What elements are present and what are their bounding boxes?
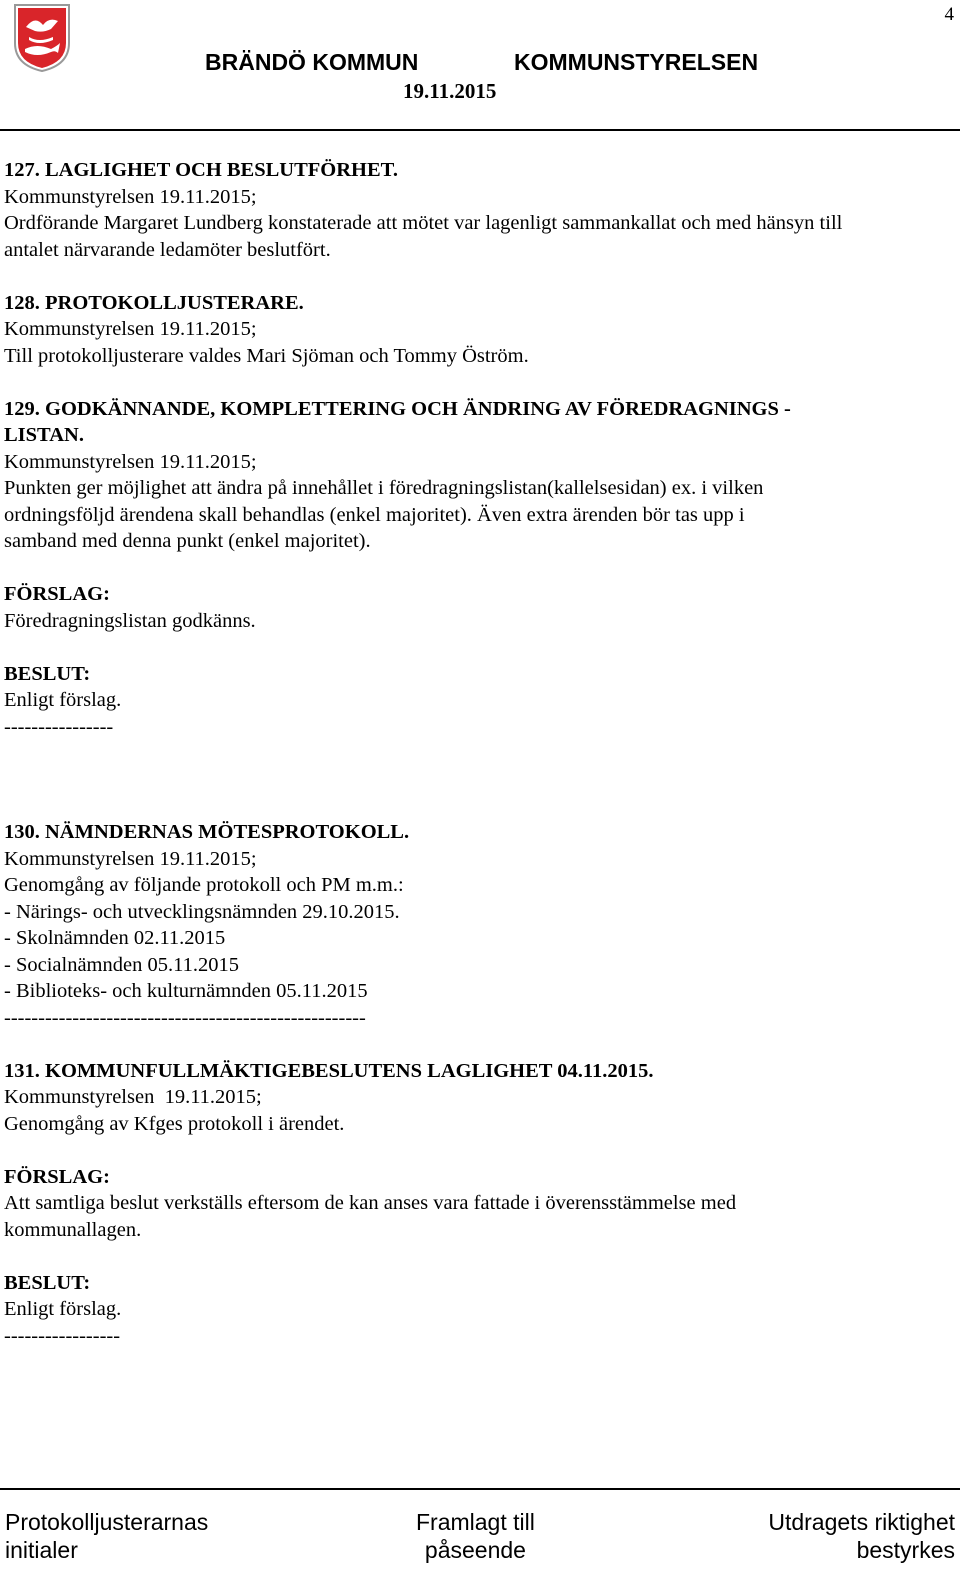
- footer-label: Utdragets riktighet: [768, 1509, 955, 1535]
- proposal-text: Föredragningslistan godkänns.: [4, 609, 256, 632]
- minutes-body: [4, 157, 956, 1349]
- list-item: - Socialnämnden 05.11.2015: [4, 953, 239, 976]
- body-line: Ordförande Margaret Lundberg konstaterade att mötet var lagenligt sammankallat och med hänsyn till: [4, 212, 843, 234]
- section-title: 128. PROTOKOLLJUSTERARE.: [4, 291, 304, 314]
- section-131: [4, 1058, 956, 1350]
- section-title: 131. KOMMUNFULLMÄKTIGEBESLUTENS LAGLIGHET 04.11.2015.: [4, 1059, 654, 1082]
- section-title: 127. LAGLIGHET OCH BESLUTFÖRHET.: [4, 159, 398, 181]
- footer-label: påseende: [424, 1537, 526, 1563]
- page-number: 4: [944, 4, 954, 25]
- list-item: - Skolnämnden 02.11.2015: [4, 927, 226, 949]
- section-129: [4, 396, 956, 741]
- section-128: [4, 290, 956, 370]
- separator: -----------------: [4, 1324, 121, 1347]
- footer-label: bestyrkes: [856, 1537, 955, 1563]
- footer-certified: [768, 1508, 955, 1564]
- proposal-text: Att samtliga beslut verkställs eftersom de kan anses vara fattade i överensstämmelse med: [4, 1192, 737, 1214]
- spacer: [4, 740, 956, 819]
- decision-label: BESLUT:: [4, 662, 91, 685]
- body-line: Punkten ger möjlighet att ändra på innehållet i föredragningslistan(kallelsesidan) ex. i vilken: [4, 477, 764, 499]
- body-line: Genomgång av Kfges protokoll i ärendet.: [4, 1112, 345, 1135]
- list-item: - Närings- och utvecklingsnämnden 29.10.2015.: [4, 900, 400, 923]
- proposal-label: FÖRSLAG:: [4, 1165, 110, 1188]
- board-name: KOMMUNSTYRELSEN: [514, 49, 759, 75]
- header-divider: [0, 129, 960, 131]
- body-line: Genomgång av följande protokoll och PM m.m.:: [4, 874, 404, 896]
- meeting-reference: Kommunstyrelsen 19.11.2015;: [4, 1086, 262, 1108]
- footer-label: Framlagt till: [416, 1509, 535, 1535]
- separator: -----------------------------------------------------: [4, 1006, 366, 1029]
- proposal-text: kommunallagen.: [4, 1218, 142, 1241]
- body-line: Till protokolljusterare valdes Mari Sjöman och Tommy Öström.: [4, 344, 529, 367]
- decision-text: Enligt förslag.: [4, 1298, 122, 1320]
- section-title: 129. GODKÄNNANDE, KOMPLETTERING OCH ÄNDRING AV FÖREDRAGNINGS -: [4, 397, 791, 420]
- footer-label: Protokolljusterarnas: [5, 1509, 209, 1535]
- list-item: - Biblioteks- och kulturnämnden 05.11.2015: [4, 980, 368, 1002]
- meeting-reference: Kommunstyrelsen 19.11.2015;: [4, 847, 257, 870]
- decision-label: BESLUT:: [4, 1271, 91, 1294]
- meeting-reference: Kommunstyrelsen 19.11.2015;: [4, 185, 257, 208]
- footer-divider: [0, 1488, 960, 1490]
- section-127: [4, 157, 956, 263]
- footer-posted: [416, 1508, 535, 1564]
- decision-text: Enligt förslag.: [4, 689, 122, 711]
- body-line: antalet närvarande ledamöter beslutfört.: [4, 238, 331, 261]
- proposal-label: FÖRSLAG:: [4, 583, 110, 605]
- footer-label: initialer: [5, 1537, 78, 1563]
- section-title: LISTAN.: [4, 424, 84, 446]
- section-130: [4, 819, 956, 1031]
- meeting-reference: Kommunstyrelsen 19.11.2015;: [4, 450, 257, 473]
- separator: ----------------: [4, 715, 114, 738]
- body-line: samband med denna punkt (enkel majoritet).: [4, 530, 371, 552]
- meeting-date: 19.11.2015: [403, 79, 497, 103]
- municipal-coat-of-arms-icon: [13, 3, 71, 73]
- body-line: ordningsföljd ärendena skall behandlas (enkel majoritet). Även extra ärenden bör tas upp i: [4, 503, 745, 526]
- municipality-name: BRÄNDÖ KOMMUN: [205, 49, 419, 75]
- footer-initials: [5, 1508, 208, 1564]
- section-title: 130. NÄMNDERNAS MÖTESPROTOKOLL.: [4, 821, 410, 843]
- meeting-reference: Kommunstyrelsen 19.11.2015;: [4, 318, 257, 340]
